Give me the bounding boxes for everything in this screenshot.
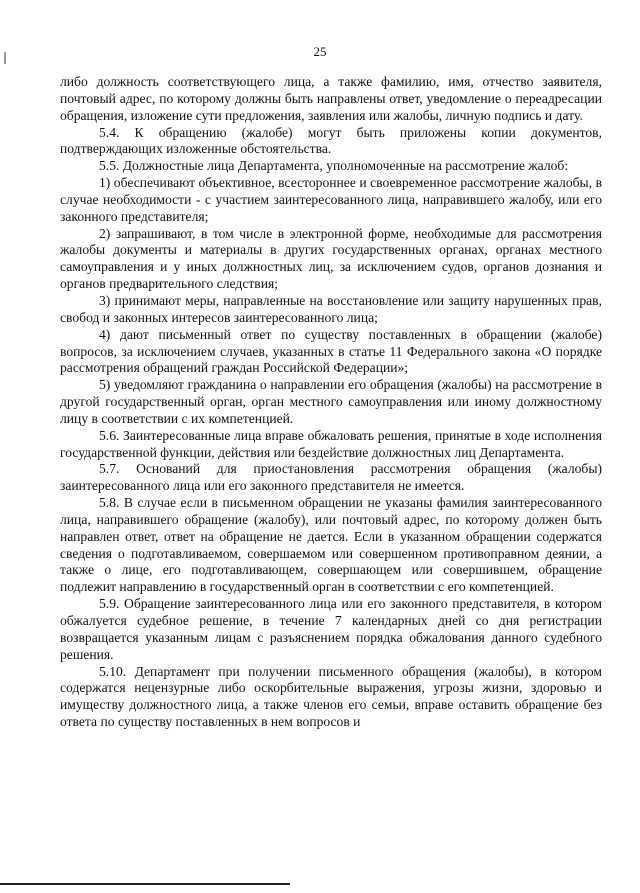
paragraph-5-7: 5.7. Оснований для приостановления рассмотрения обращения (жалобы) заинтересованного лица или его законного представителя не имеется.: [60, 461, 602, 494]
document-body: [60, 74, 602, 731]
footer-rule: [0, 883, 290, 885]
paragraph-5-10: 5.10. Департамент при получении письменного обращения (жалобы), в котором содержатся нецензурные либо оскорбительные выражения, угрозы жизни, здоровью и имуществу должностного лица, а также членов его семьи, вправе оставить обращение без ответа по существу поставленных в нем вопросов и: [60, 663, 602, 730]
list-item-3: 3) принимают меры, направленные на восстановление или защиту нарушенных прав, свобод и законных интересов заинтересованного лица;: [60, 292, 602, 325]
list-item-1: 1) обеспечивают объективное, всестороннее и своевременное рассмотрение жалобы, в случае необходимости - с участием заинтересованного лица, направившего жалобу, или его законного представителя;: [60, 175, 602, 224]
list-item-4: 4) дают письменный ответ по существу поставленных в обращении (жалобе) вопросов, за исключением случаев, указанных в статье 11 Федерального закона «О порядке рассмотрения обращений граждан Российской Федерации»;: [60, 326, 602, 376]
paragraph-5-5: 5.5. Должностные лица Департамента, уполномоченные на рассмотрение жалоб:: [99, 158, 569, 174]
paragraph-5-6: 5.6. Заинтересованные лица вправе обжаловать решения, принятые в ходе исполнения государственной функции, действия или бездействие должностных лиц Департамента.: [60, 427, 602, 460]
paragraph-5-9: 5.9. Обращение заинтересованного лица или его законного представителя, в котором обжалуется судебное решение, в течение 7 календарных дней со дня регистрации возвращается указанным лицам с разъяснением порядка обжалования данного судебного решения.: [60, 596, 602, 662]
paragraph-5-8: 5.8. В случае если в письменном обращении не указаны фамилия заинтересованного лица, направившего обращение (жалобу), или почтовый адрес, по которому должен быть направлен ответ, ответ на обращение не дается. Если в указанном обращении содержатся сведения о подготавливаемом, совершаемом или совершенном противоправном деянии, а также о лице, его подготавливающем, совершающем или совершившем, обращение подлежит направлению в государственный орган в соответствии с его компетенцией.: [60, 495, 602, 595]
page-number: 25: [313, 44, 327, 59]
list-item-2: 2) запрашивают, в том числе в электронной форме, необходимые для рассмотрения жалобы документы и материалы в других государственных органах, органах местного самоуправления и у иных должностных лиц, за исключением судов, органов дознания и органов предварительного следствия;: [60, 225, 602, 292]
list-item-5: 5) уведомляют гражданина о направлении его обращения (жалобы) на рассмотрение в другой государственный орган, орган местного самоуправления или иному должностному лицу в соответствии с их компетенцией.: [60, 377, 602, 426]
paragraph-5-4: 5.4. К обращению (жалобе) могут быть приложены копии документов, подтверждающих изложенные обстоятельства.: [60, 124, 602, 157]
paragraph-continuation: либо должность соответствующего лица, а также фамилию, имя, отчество заявителя, почтовый адрес, по которому должны быть направлены ответ, уведомление о переадресации обращения, изложение сути предложения, заявления или жалобы, личную подпись и дату.: [60, 74, 602, 123]
